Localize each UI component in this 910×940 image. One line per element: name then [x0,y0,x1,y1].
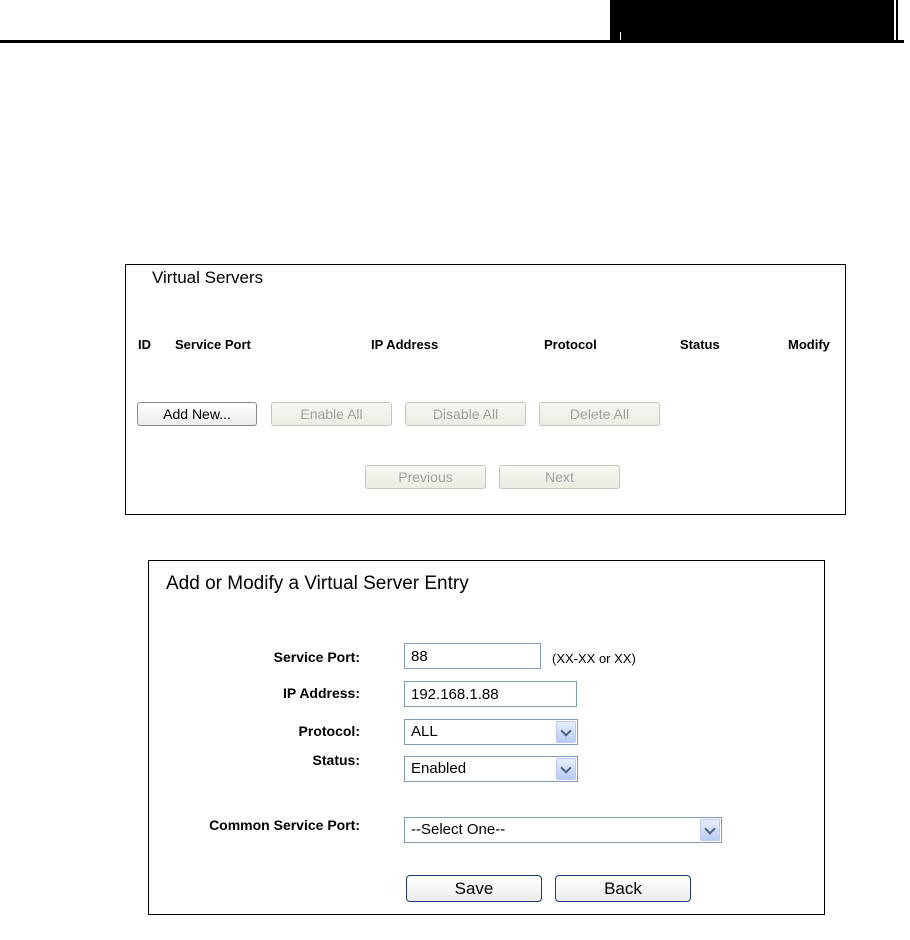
common-service-port-label: Common Service Port: [209,817,360,833]
service-port-hint: (XX-XX or XX) [552,651,636,666]
chevron-down-icon[interactable] [556,758,576,780]
status-select[interactable] [404,756,578,782]
ip-address-input[interactable] [404,681,577,707]
next-button[interactable]: Next [499,465,620,489]
page-header-rule [0,40,904,43]
save-button[interactable]: Save [406,875,542,902]
status-selected-value: Enabled [411,760,467,777]
protocol-label: Protocol: [298,723,360,739]
virtual-servers-panel [125,264,846,515]
entry-form-title: Add or Modify a Virtual Server Entry [166,573,469,594]
page-header-edge [896,0,898,40]
disable-all-button[interactable]: Disable All [405,402,526,426]
protocol-selected-value: ALL [411,723,438,740]
previous-button[interactable]: Previous [365,465,486,489]
page-header-tick [620,32,621,40]
back-button[interactable]: Back [555,875,691,902]
column-header-ip-address: IP Address [371,337,439,352]
virtual-server-entry-panel [148,560,825,915]
column-header-status: Status [680,337,720,352]
common-service-port-selected-value: --Select One-- [411,821,506,838]
chevron-down-icon[interactable] [556,721,576,743]
add-new-button[interactable]: Add New... [137,402,257,426]
protocol-select[interactable] [404,719,578,745]
virtual-servers-title: Virtual Servers [152,268,264,287]
ip-address-label: IP Address: [282,685,360,701]
status-label: Status: [312,752,360,768]
column-header-service-port: Service Port [175,337,251,352]
enable-all-button[interactable]: Enable All [271,402,392,426]
delete-all-button[interactable]: Delete All [539,402,660,426]
column-header-modify: Modify [788,337,830,352]
column-header-protocol: Protocol [544,337,597,352]
column-header-id: ID [138,337,151,352]
page-header-block [610,0,894,42]
chevron-down-icon[interactable] [700,819,720,841]
common-service-port-select[interactable] [404,817,722,843]
service-port-label: Service Port: [273,649,360,665]
service-port-input[interactable] [404,643,541,669]
